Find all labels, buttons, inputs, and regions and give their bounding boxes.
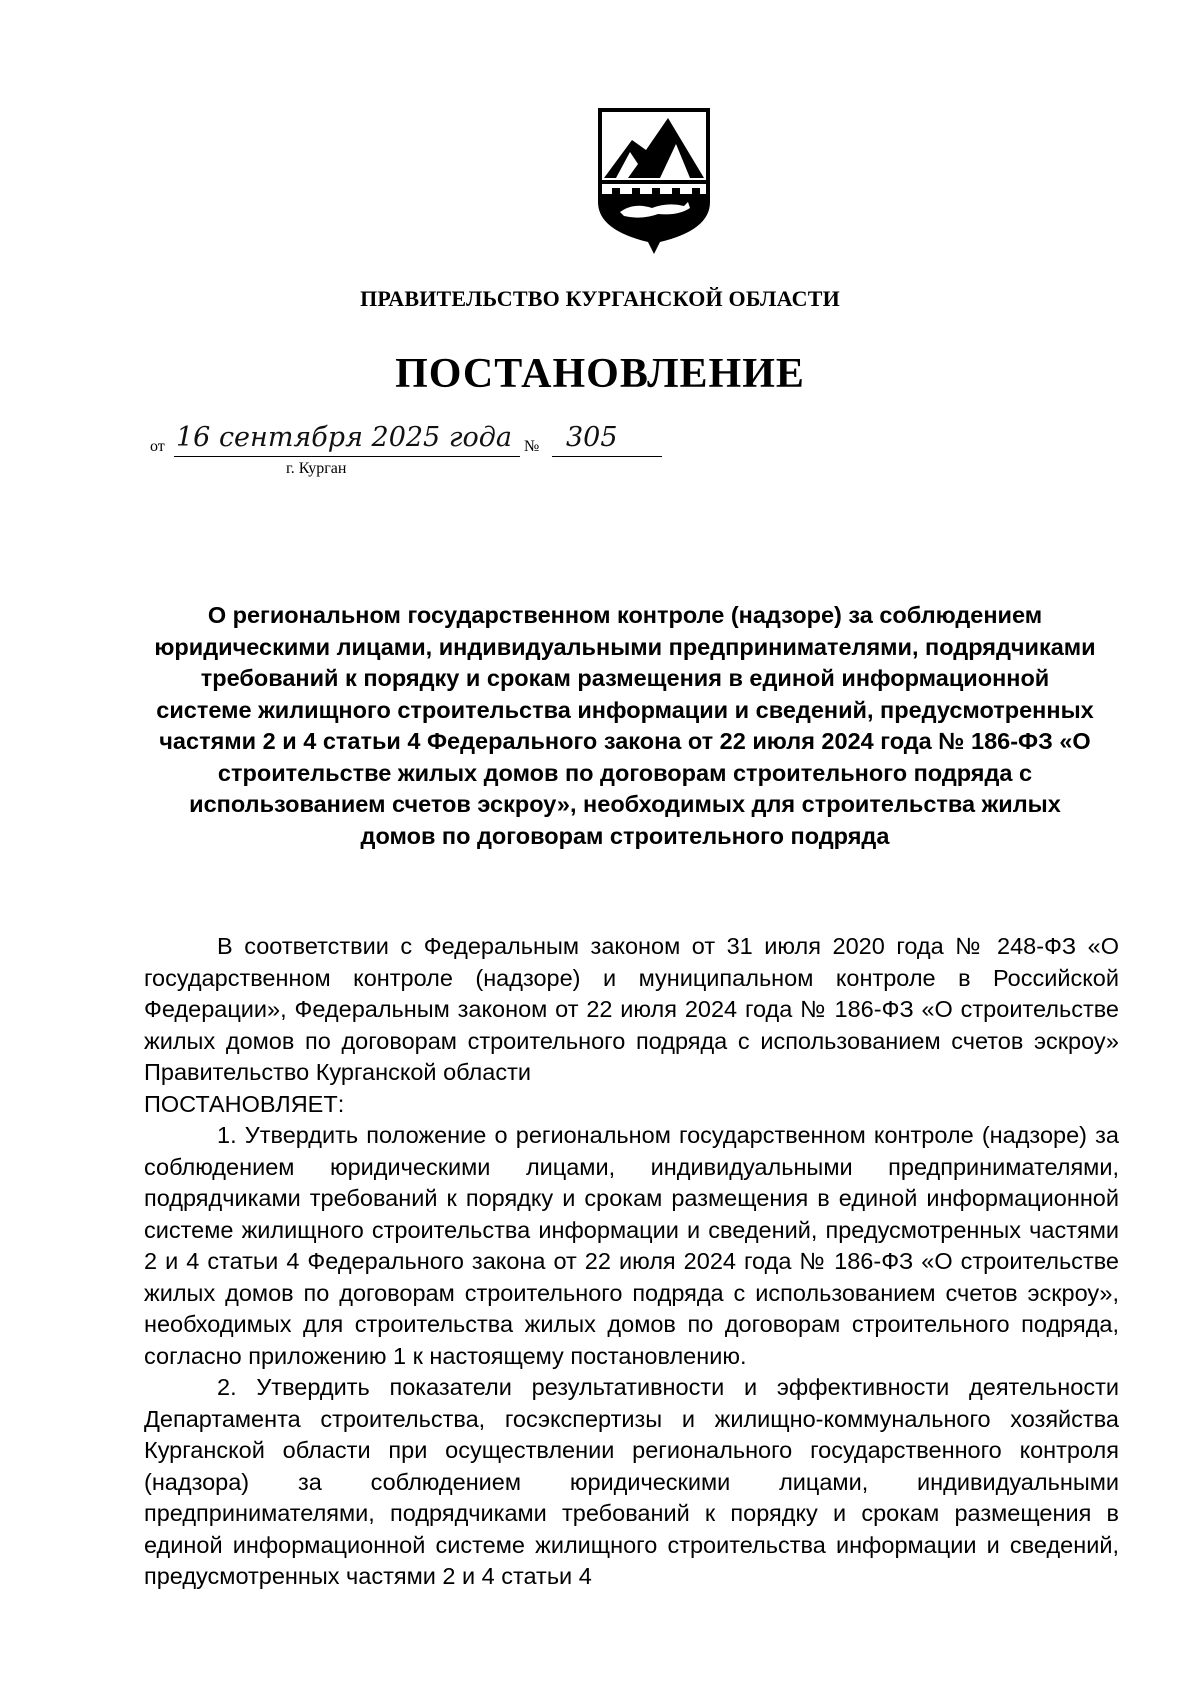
number-prefix: № [524, 438, 540, 455]
number-underline [552, 456, 662, 457]
decree-item-2: 2. Утвердить показатели результативности и эффективности деятельности Департамента строительства, госэкспертизы и жилищно-коммунального хозяйства Курганской области при осуществлении регионального государственного контроля (надзора) за соблюдением юридическими лицами, индивидуальными предпринимателями, подрядчиками требований к порядку и срокам размещения в единой информационной системе жилищного строительства информации и сведений, предусмотренных частями 2 и 4 статьи 4 [144, 1374, 1119, 1589]
document-body [144, 931, 1119, 1593]
date-prefix: от [150, 438, 165, 455]
document-number: 305 [566, 422, 618, 453]
document-date: 16 сентября 2025 года [176, 422, 512, 453]
decree-word: ПОСТАНОВЛЯЕТ: [144, 1090, 345, 1117]
organization-name: ПРАВИТЕЛЬСТВО КУРГАНСКОЙ ОБЛАСТИ [360, 286, 840, 311]
document-type-title: ПОСТАНОВЛЕНИЕ [395, 351, 805, 397]
decree-item-1: 1. Утвердить положение о региональном государственном контроле (надзоре) за соблюдением юридическими лицами, индивидуальными предпринимателями, подрядчиками требований к порядку и срокам размещения в единой информационной системе жилищного строительства информации и сведений, предусмотренных частями 2 и 4 статьи 4 Федерального закона от 22 июля 2024 года № 186-ФЗ «О строительстве жилых домов по договорам строительного подряда с использованием счетов эскроу», необходимых для строительства жилых домов по договорам строительного подряда, согласно приложению 1 к настоящему постановлению. [144, 1122, 1119, 1369]
preamble-paragraph: В соответствии с Федеральным законом от 31 июля 2020 года № 248-ФЗ «О государственном контроле (надзоре) и муниципальном контроле в Российской Федерации», Федеральным законом от 22 июля 2024 года № 186-ФЗ «О строительстве жилых домов по договорам строительного подряда с использованием счетов эскроу» Правительство Курганской области [144, 933, 1119, 1085]
document-subject: О региональном государственном контроле (надзоре) за соблюдением юридическими лицами, индивидуальными предпринимателями, подрядчиками требований к порядку и срокам размещения в единой информационной системе жилищного строительства информации и сведений, предусмотренных частями 2 и 4 статьи 4 Федерального закона от 22 июля 2024 года № 186-ФЗ «О строительстве жилых домов по договорам строительного подряда с использованием счетов эскроу», необходимых для строительства жилых домов по договорам строительного подряда [154, 602, 1096, 849]
document-city: г. Курган [286, 460, 347, 477]
coat-of-arms-icon [594, 104, 714, 254]
date-underline [174, 456, 520, 457]
document-requisites [150, 424, 670, 464]
